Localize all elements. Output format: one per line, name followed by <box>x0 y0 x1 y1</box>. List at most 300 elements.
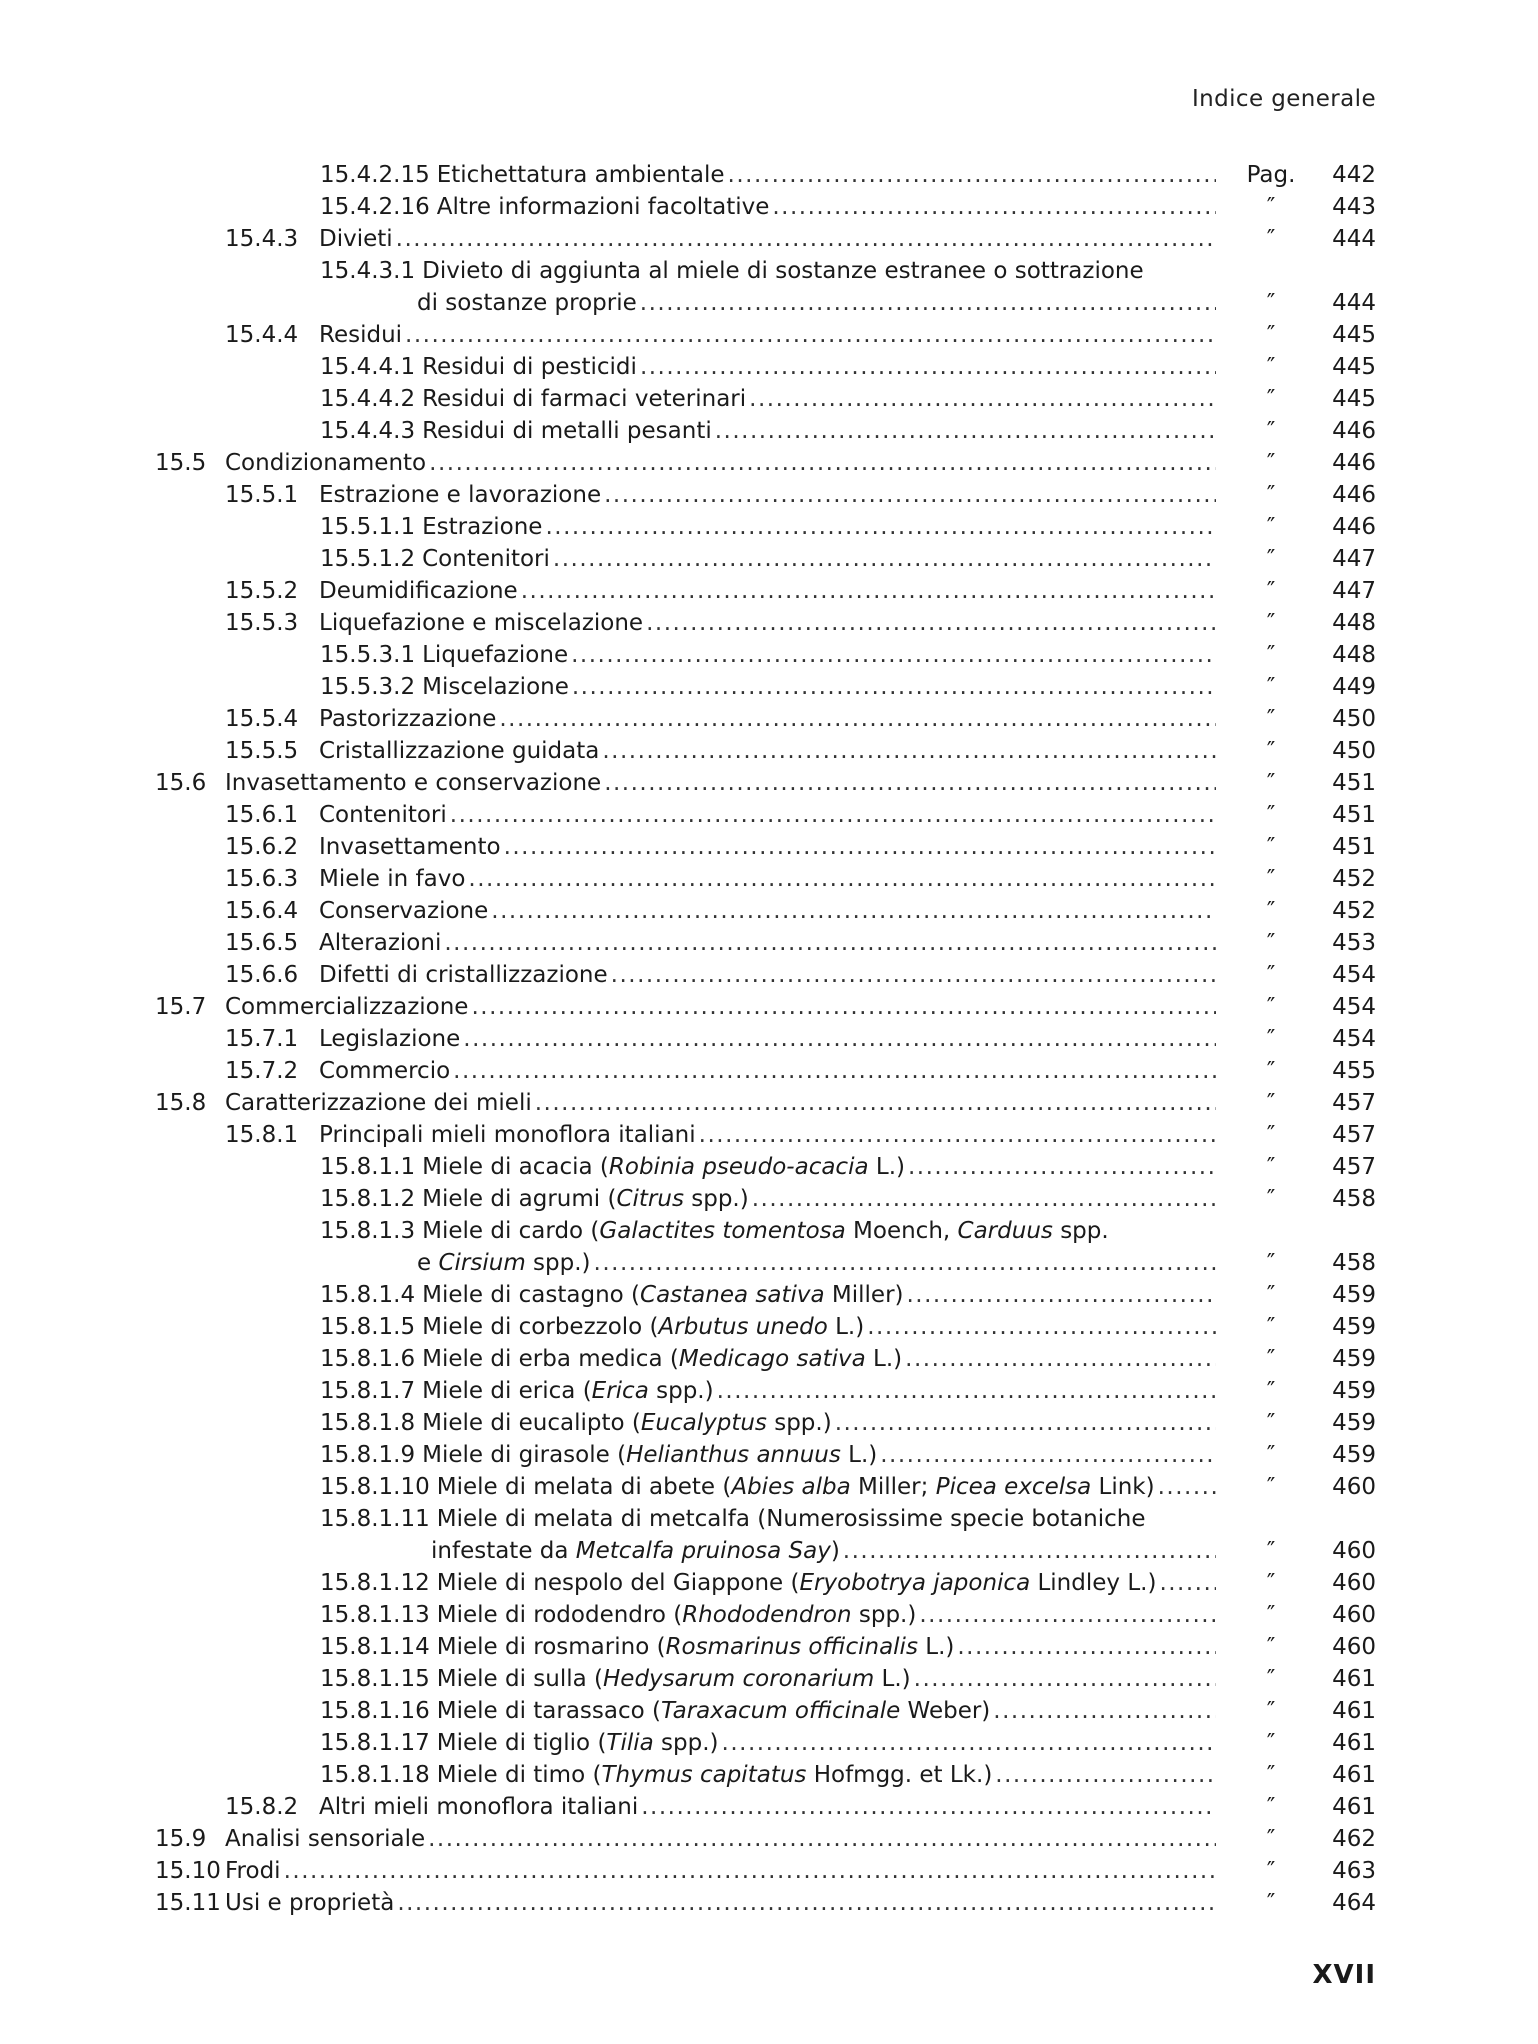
page-prefix: ″ <box>1266 1026 1276 1052</box>
table-of-contents <box>155 159 1376 1919</box>
toc-entry-title: Contenitori <box>319 802 447 828</box>
toc-entry-title: Miele di sulla (Hedysarum coronarium L.) <box>436 1666 911 1692</box>
toc-entry-number: 15.8.1 <box>225 1122 299 1148</box>
toc-entry-number: 15.6.6 <box>225 962 299 988</box>
page-prefix: Pag. <box>1246 162 1296 188</box>
toc-entry-page: 454 <box>1332 994 1376 1020</box>
toc-entry-title: Miele di cardo (Galactites tomentosa Moench, Carduus spp. <box>422 1218 1109 1244</box>
toc-entry[interactable] <box>155 223 1376 255</box>
toc-entry-number: 15.8.1.16 <box>320 1698 430 1724</box>
toc-entry-page: 444 <box>1332 290 1376 316</box>
toc-entry[interactable] <box>155 319 1376 351</box>
toc-entry[interactable] <box>155 1855 1376 1887</box>
toc-entry-number: 15.5.5 <box>225 738 299 764</box>
toc-entry-number: 15.7 <box>155 994 207 1020</box>
toc-entry-page: 461 <box>1332 1698 1376 1724</box>
page-prefix: ″ <box>1266 1826 1276 1852</box>
toc-entry-title: Invasettamento e conservazione <box>225 770 602 796</box>
toc-entry-title: Miele di tarassaco (Taraxacum officinale Weber) <box>436 1698 991 1724</box>
toc-entry-page: 459 <box>1332 1378 1376 1404</box>
page-prefix: ″ <box>1266 898 1276 924</box>
toc-entry-page: 458 <box>1332 1250 1376 1276</box>
toc-entry-page: 451 <box>1332 834 1376 860</box>
dot-leader <box>835 1407 1216 1439</box>
toc-entry[interactable] <box>155 1503 1376 1535</box>
page-number: XVII <box>1312 1960 1376 1990</box>
dot-leader <box>428 1823 1216 1855</box>
toc-entry[interactable] <box>155 447 1376 479</box>
dot-leader <box>572 671 1216 703</box>
toc-entry[interactable] <box>155 1759 1376 1791</box>
dot-leader <box>571 639 1216 671</box>
toc-entry-page: 445 <box>1332 386 1376 412</box>
dot-leader <box>908 1151 1216 1183</box>
toc-entry-number: 15.8.1.12 <box>320 1570 430 1596</box>
toc-entry-number: 15.8 <box>155 1090 207 1116</box>
toc-entry-number: 15.4.3 <box>225 226 299 252</box>
toc-entry-title: Analisi sensoriale <box>225 1826 426 1852</box>
page-prefix: ″ <box>1266 386 1276 412</box>
toc-entry-number: 15.11 <box>155 1890 221 1916</box>
toc-entry-number: 15.5.1.2 <box>320 546 416 572</box>
toc-entry-page: 444 <box>1332 226 1376 252</box>
toc-entry-number: 15.8.1.8 <box>320 1410 416 1436</box>
toc-entry-number: 15.8.1.17 <box>320 1730 430 1756</box>
dot-leader <box>699 1119 1216 1151</box>
toc-entry-page: 462 <box>1332 1826 1376 1852</box>
toc-entry[interactable] <box>155 863 1376 895</box>
toc-entry-title: infestate da Metcalfa pruinosa Say) <box>431 1538 840 1564</box>
dot-leader <box>611 959 1216 991</box>
toc-entry-title: e Cirsium spp.) <box>417 1250 591 1276</box>
toc-entry[interactable] <box>155 1247 1376 1279</box>
toc-entry-number: 15.8.2 <box>225 1794 299 1820</box>
page-prefix: ″ <box>1266 962 1276 988</box>
toc-entry[interactable] <box>155 1087 1376 1119</box>
dot-leader <box>468 863 1216 895</box>
toc-entry[interactable] <box>155 959 1376 991</box>
page-prefix: ″ <box>1266 546 1276 572</box>
toc-entry-title: Altre informazioni facoltative <box>436 194 770 220</box>
toc-entry[interactable] <box>155 287 1376 319</box>
toc-entry[interactable] <box>155 511 1376 543</box>
toc-entry-page: 460 <box>1332 1570 1376 1596</box>
dot-leader <box>504 831 1216 863</box>
toc-entry[interactable] <box>155 735 1376 767</box>
page-prefix: ″ <box>1266 1570 1276 1596</box>
toc-entry[interactable] <box>155 1887 1376 1919</box>
page-prefix: ″ <box>1266 738 1276 764</box>
toc-entry-title: Conservazione <box>319 898 489 924</box>
page-prefix: ″ <box>1266 674 1276 700</box>
toc-entry-title: Miele di timo (Thymus capitatus Hofmgg. et Lk.) <box>436 1762 993 1788</box>
toc-entry-page: 460 <box>1332 1602 1376 1628</box>
toc-entry-title: Invasettamento <box>319 834 501 860</box>
page-prefix: ″ <box>1266 1154 1276 1180</box>
page-prefix: ″ <box>1266 1090 1276 1116</box>
toc-entry-number: 15.8.1.15 <box>320 1666 430 1692</box>
toc-entry-number: 15.6.4 <box>225 898 299 924</box>
toc-entry-page: 459 <box>1332 1282 1376 1308</box>
toc-entry[interactable] <box>155 831 1376 863</box>
toc-entry-page: 459 <box>1332 1410 1376 1436</box>
toc-entry[interactable] <box>155 1695 1376 1727</box>
page-prefix: ″ <box>1266 450 1276 476</box>
toc-entry-number: 15.8.1.2 <box>320 1186 416 1212</box>
page-prefix: ″ <box>1266 322 1276 348</box>
toc-entry-number: 15.5.1.1 <box>320 514 416 540</box>
toc-entry-page: 457 <box>1332 1090 1376 1116</box>
toc-entry[interactable] <box>155 1311 1376 1343</box>
toc-entry[interactable] <box>155 767 1376 799</box>
dot-leader <box>640 351 1216 383</box>
toc-entry-page: 443 <box>1332 194 1376 220</box>
toc-entry-page: 449 <box>1332 674 1376 700</box>
toc-entry-title: Commercio <box>319 1058 451 1084</box>
toc-entry[interactable] <box>155 671 1376 703</box>
dot-leader <box>444 927 1216 959</box>
toc-entry-title: Residui di farmaci veterinari <box>422 386 747 412</box>
toc-entry[interactable] <box>155 1599 1376 1631</box>
dot-leader <box>957 1631 1216 1663</box>
toc-entry-number: 15.4.4.2 <box>320 386 416 412</box>
running-header: Indice generale <box>1191 86 1376 112</box>
toc-entry[interactable] <box>155 1791 1376 1823</box>
dot-leader <box>521 575 1216 607</box>
dot-leader <box>396 223 1216 255</box>
toc-entry-number: 15.8.1.5 <box>320 1314 416 1340</box>
toc-entry-number: 15.5 <box>155 450 207 476</box>
page-prefix: ″ <box>1266 354 1276 380</box>
toc-entry[interactable] <box>155 1439 1376 1471</box>
toc-entry-number: 15.8.1.14 <box>320 1634 430 1660</box>
page-prefix: ″ <box>1266 1122 1276 1148</box>
page-prefix: ″ <box>1266 1442 1276 1468</box>
toc-entry-page: 461 <box>1332 1762 1376 1788</box>
toc-entry-page: 459 <box>1332 1346 1376 1372</box>
page-prefix: ″ <box>1266 1410 1276 1436</box>
toc-entry-title: Caratterizzazione dei mieli <box>225 1090 532 1116</box>
dot-leader <box>463 1023 1216 1055</box>
toc-entry-page: 457 <box>1332 1154 1376 1180</box>
toc-entry-title: Liquefazione e miscelazione <box>319 610 644 636</box>
dot-leader <box>646 607 1216 639</box>
dot-leader <box>640 287 1216 319</box>
toc-entry-title: Contenitori <box>422 546 550 572</box>
toc-entry-title: Etichettatura ambientale <box>436 162 725 188</box>
page-prefix: ″ <box>1266 1250 1276 1276</box>
toc-entry-number: 15.8.1.3 <box>320 1218 416 1244</box>
toc-entry[interactable] <box>155 639 1376 671</box>
toc-entry-title: Miele di tiglio (Tilia spp.) <box>436 1730 719 1756</box>
toc-entry[interactable] <box>155 1663 1376 1695</box>
toc-entry-number: 15.7.2 <box>225 1058 299 1084</box>
toc-entry[interactable] <box>155 1183 1376 1215</box>
toc-entry-number: 15.5.2 <box>225 578 299 604</box>
toc-entry[interactable] <box>155 1727 1376 1759</box>
page-prefix: ″ <box>1266 706 1276 732</box>
toc-entry[interactable] <box>155 1823 1376 1855</box>
page-prefix: ″ <box>1266 994 1276 1020</box>
dot-leader <box>722 1727 1216 1759</box>
toc-entry-title: Miele in favo <box>319 866 466 892</box>
toc-entry-page: 461 <box>1332 1666 1376 1692</box>
toc-entry[interactable] <box>155 543 1376 575</box>
page-prefix: ″ <box>1266 1538 1276 1564</box>
page-prefix: ″ <box>1266 578 1276 604</box>
toc-entry-page: 455 <box>1332 1058 1376 1084</box>
page-prefix: ″ <box>1266 194 1276 220</box>
page-prefix: ″ <box>1266 1762 1276 1788</box>
page-prefix: ″ <box>1266 1730 1276 1756</box>
page-prefix: ″ <box>1266 1282 1276 1308</box>
toc-entry-page: 453 <box>1332 930 1376 956</box>
dot-leader <box>397 1887 1216 1919</box>
toc-entry-number: 15.4.2.16 <box>320 194 430 220</box>
dot-leader <box>1159 1567 1216 1599</box>
toc-entry-page: 446 <box>1332 418 1376 444</box>
dot-leader <box>1158 1471 1216 1503</box>
toc-entry-number: 15.8.1.7 <box>320 1378 416 1404</box>
toc-entry-title: Usi e proprietà <box>225 1890 395 1916</box>
toc-entry-title: Altri mieli monoflora italiani <box>319 1794 639 1820</box>
page-prefix: ″ <box>1266 514 1276 540</box>
toc-entry-page: 460 <box>1332 1538 1376 1564</box>
toc-entry-number: 15.10 <box>155 1858 221 1884</box>
toc-entry[interactable] <box>155 415 1376 447</box>
toc-entry[interactable] <box>155 895 1376 927</box>
toc-entry-title: Miele di erica (Erica spp.) <box>422 1378 714 1404</box>
page-prefix: ″ <box>1266 1346 1276 1372</box>
page-prefix: ″ <box>1266 1698 1276 1724</box>
page-prefix: ″ <box>1266 290 1276 316</box>
page-prefix: ″ <box>1266 802 1276 828</box>
page-prefix: ″ <box>1266 770 1276 796</box>
toc-entry-page: 457 <box>1332 1122 1376 1148</box>
dot-leader <box>491 895 1216 927</box>
toc-entry-page: 451 <box>1332 802 1376 828</box>
toc-entry[interactable] <box>155 1535 1376 1567</box>
dot-leader <box>604 479 1216 511</box>
toc-entry-number: 15.9 <box>155 1826 207 1852</box>
dot-leader <box>535 1087 1216 1119</box>
dot-leader <box>641 1791 1216 1823</box>
toc-entry[interactable] <box>155 1407 1376 1439</box>
page-prefix: ″ <box>1266 482 1276 508</box>
toc-entry-page: 464 <box>1332 1890 1376 1916</box>
toc-entry-number: 15.4.3.1 <box>320 258 416 284</box>
toc-entry[interactable] <box>155 991 1376 1023</box>
toc-entry-title: Residui di pesticidi <box>422 354 637 380</box>
toc-entry-number: 15.8.1.13 <box>320 1602 430 1628</box>
toc-entry-page: 442 <box>1332 162 1376 188</box>
toc-entry[interactable] <box>155 1375 1376 1407</box>
toc-entry-number: 15.4.4.1 <box>320 354 416 380</box>
toc-entry-title: Miele di erba medica (Medicago sativa L.) <box>422 1346 903 1372</box>
page-prefix: ″ <box>1266 418 1276 444</box>
toc-entry-title: Miele di agrumi (Citrus spp.) <box>422 1186 749 1212</box>
toc-entry-page: 460 <box>1332 1474 1376 1500</box>
dot-leader <box>914 1663 1216 1695</box>
toc-entry-page: 452 <box>1332 898 1376 924</box>
dot-leader <box>604 767 1216 799</box>
toc-entry-title: Principali mieli monoflora italiani <box>319 1122 696 1148</box>
toc-entry[interactable] <box>155 255 1376 287</box>
dot-leader <box>867 1311 1216 1343</box>
toc-entry[interactable] <box>155 351 1376 383</box>
toc-entry-title: Miele di rododendro (Rhododendron spp.) <box>436 1602 917 1628</box>
toc-entry-title: Residui <box>319 322 403 348</box>
toc-entry-page: 447 <box>1332 546 1376 572</box>
toc-entry-title: Alterazioni <box>319 930 442 956</box>
toc-entry[interactable] <box>155 1471 1376 1503</box>
toc-entry-title: Miele di acacia (Robinia pseudo-acacia L.) <box>422 1154 905 1180</box>
toc-entry[interactable] <box>155 159 1376 191</box>
toc-entry-page: 445 <box>1332 322 1376 348</box>
dot-leader <box>453 1055 1216 1087</box>
toc-entry[interactable] <box>155 191 1376 223</box>
toc-entry-title: Miele di rosmarino (Rosmarinus officinalis L.) <box>436 1634 955 1660</box>
toc-entry[interactable] <box>155 1631 1376 1663</box>
toc-entry-number: 15.8.1.4 <box>320 1282 416 1308</box>
toc-entry-page: 461 <box>1332 1794 1376 1820</box>
toc-entry-title: Frodi <box>225 1858 281 1884</box>
dot-leader <box>880 1439 1216 1471</box>
toc-entry[interactable] <box>155 1567 1376 1599</box>
toc-entry-page: 452 <box>1332 866 1376 892</box>
page-prefix: ″ <box>1266 1474 1276 1500</box>
toc-entry[interactable] <box>155 1215 1376 1247</box>
toc-entry-title: Cristallizzazione guidata <box>319 738 600 764</box>
toc-entry[interactable] <box>155 1151 1376 1183</box>
toc-entry-page: 446 <box>1332 450 1376 476</box>
page-prefix: ″ <box>1266 226 1276 252</box>
page-prefix: ″ <box>1266 866 1276 892</box>
toc-entry-title: Divieti <box>319 226 393 252</box>
dot-leader <box>728 159 1216 191</box>
toc-entry-page: 463 <box>1332 1858 1376 1884</box>
toc-entry-page: 461 <box>1332 1730 1376 1756</box>
toc-entry[interactable] <box>155 383 1376 415</box>
dot-leader <box>907 1279 1217 1311</box>
page-prefix: ″ <box>1266 642 1276 668</box>
toc-entry-title: Miele di melata di metcalfa (Numerosissime specie botaniche <box>436 1506 1146 1532</box>
toc-entry-number: 15.5.3.1 <box>320 642 416 668</box>
toc-entry-number: 15.5.3 <box>225 610 299 636</box>
toc-entry[interactable] <box>155 703 1376 735</box>
toc-entry-page: 460 <box>1332 1634 1376 1660</box>
page-prefix: ″ <box>1266 1634 1276 1660</box>
dot-leader <box>284 1855 1216 1887</box>
toc-entry-number: 15.4.4 <box>225 322 299 348</box>
toc-entry-title: Deumidificazione <box>319 578 518 604</box>
page-prefix: ″ <box>1266 1058 1276 1084</box>
dot-leader <box>545 511 1216 543</box>
toc-entry-number: 15.8.1.9 <box>320 1442 416 1468</box>
dot-leader <box>715 415 1216 447</box>
toc-entry-title: Commercializzazione <box>225 994 469 1020</box>
toc-entry-title: Liquefazione <box>422 642 569 668</box>
toc-entry-number: 15.5.4 <box>225 706 299 732</box>
toc-entry-number: 15.8.1.1 <box>320 1154 416 1180</box>
toc-entry[interactable] <box>155 1343 1376 1375</box>
dot-leader <box>471 991 1216 1023</box>
dot-leader <box>429 447 1216 479</box>
toc-entry-title: Difetti di cristallizzazione <box>319 962 608 988</box>
toc-entry-number: 15.8.1.18 <box>320 1762 430 1788</box>
toc-entry-page: 448 <box>1332 642 1376 668</box>
toc-entry-page: 454 <box>1332 1026 1376 1052</box>
toc-entry-number: 15.8.1.10 <box>320 1474 430 1500</box>
dot-leader <box>499 703 1216 735</box>
toc-entry-page: 446 <box>1332 482 1376 508</box>
toc-entry-title: di sostanze proprie <box>417 290 637 316</box>
toc-entry[interactable] <box>155 479 1376 511</box>
toc-entry-title: Condizionamento <box>225 450 427 476</box>
toc-entry-title: Pastorizzazione <box>319 706 497 732</box>
dot-leader <box>752 1183 1216 1215</box>
toc-entry-number: 15.4.2.15 <box>320 162 430 188</box>
dot-leader <box>993 1695 1216 1727</box>
toc-entry-page: 454 <box>1332 962 1376 988</box>
toc-entry[interactable] <box>155 799 1376 831</box>
page-prefix: ″ <box>1266 1186 1276 1212</box>
toc-entry[interactable] <box>155 1119 1376 1151</box>
dot-leader <box>450 799 1216 831</box>
toc-entry[interactable] <box>155 1023 1376 1055</box>
toc-entry-title: Miele di melata di abete (Abies alba Miller; Picea excelsa Link) <box>436 1474 1155 1500</box>
dot-leader <box>602 735 1216 767</box>
toc-entry-page: 445 <box>1332 354 1376 380</box>
toc-entry-number: 15.5.3.2 <box>320 674 416 700</box>
dot-leader <box>749 383 1216 415</box>
dot-leader <box>995 1759 1216 1791</box>
toc-entry-page: 451 <box>1332 770 1376 796</box>
page-prefix: ″ <box>1266 1666 1276 1692</box>
toc-entry[interactable] <box>155 1055 1376 1087</box>
toc-entry-title: Miscelazione <box>422 674 569 700</box>
toc-entry-number: 15.5.1 <box>225 482 299 508</box>
toc-entry-number: 15.6.1 <box>225 802 299 828</box>
toc-entry-number: 15.4.4.3 <box>320 418 416 444</box>
page-prefix: ″ <box>1266 1602 1276 1628</box>
page-prefix: ″ <box>1266 1890 1276 1916</box>
page-prefix: ″ <box>1266 1314 1276 1340</box>
toc-entry[interactable] <box>155 1279 1376 1311</box>
toc-entry-title: Estrazione e lavorazione <box>319 482 602 508</box>
toc-entry[interactable] <box>155 575 1376 607</box>
toc-entry-page: 447 <box>1332 578 1376 604</box>
toc-entry-number: 15.6 <box>155 770 207 796</box>
toc-entry-title: Residui di metalli pesanti <box>422 418 712 444</box>
dot-leader <box>772 191 1216 223</box>
dot-leader <box>594 1247 1216 1279</box>
toc-entry[interactable] <box>155 927 1376 959</box>
toc-entry-title: Divieto di aggiunta al miele di sostanze estranee o sottrazione <box>422 258 1144 284</box>
page-prefix: ″ <box>1266 834 1276 860</box>
toc-entry[interactable] <box>155 607 1376 639</box>
toc-entry-page: 450 <box>1332 738 1376 764</box>
toc-entry-title: Miele di eucalipto (Eucalyptus spp.) <box>422 1410 832 1436</box>
toc-entry-title: Estrazione <box>422 514 543 540</box>
dot-leader <box>717 1375 1216 1407</box>
toc-entry-page: 458 <box>1332 1186 1376 1212</box>
toc-entry-page: 446 <box>1332 514 1376 540</box>
toc-entry-title: Miele di nespolo del Giappone (Eryobotrya japonica Lindley L.) <box>436 1570 1157 1596</box>
toc-entry-number: 15.8.1.11 <box>320 1506 430 1532</box>
dot-leader <box>919 1599 1216 1631</box>
page-prefix: ″ <box>1266 1794 1276 1820</box>
